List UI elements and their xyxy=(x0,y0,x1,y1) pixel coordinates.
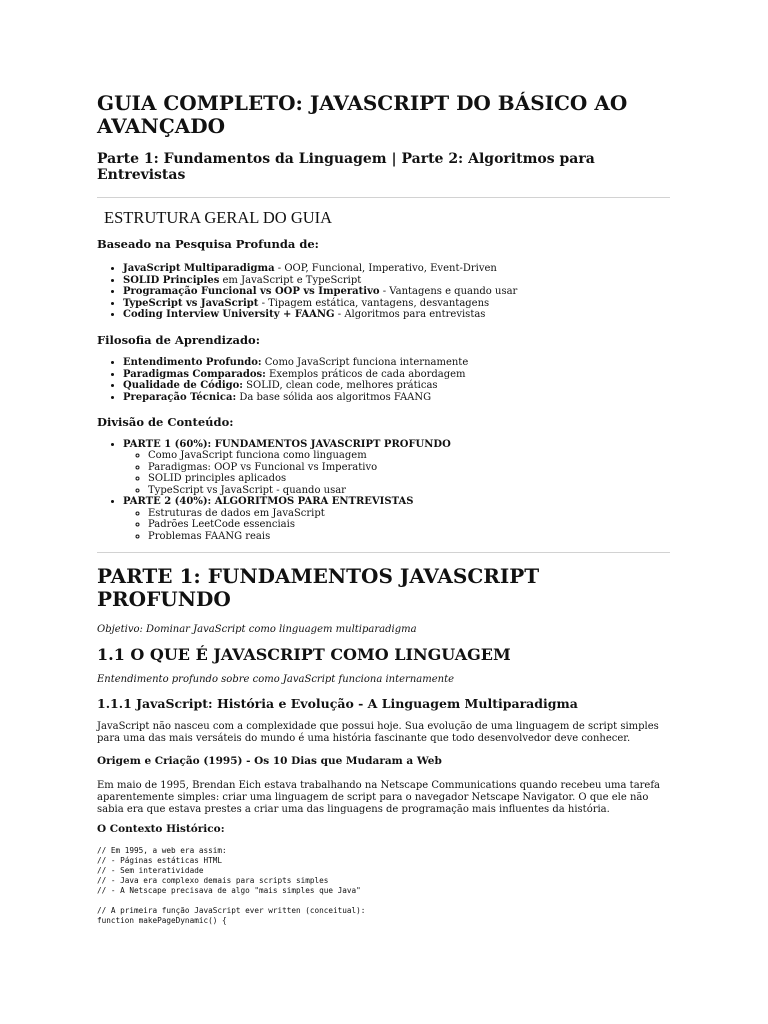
code-line: // - Java era complexo demais para scripts simples xyxy=(97,875,329,885)
sub-list-item: ◦ Padrões LeetCode essenciais xyxy=(148,519,670,531)
item-term: Programação Funcional vs OOP vs Imperativo xyxy=(123,286,380,298)
item-description: - Vantagens e quando usar xyxy=(382,286,518,298)
code-block xyxy=(97,846,670,926)
sub-list xyxy=(123,450,670,496)
section-1-1-intro: Entendimento profundo sobre como JavaScript funciona internamente xyxy=(97,673,455,685)
origin-heading: Origem e Criação (1995) - Os 10 Dias que Mudaram a Web xyxy=(97,755,442,768)
divider xyxy=(97,197,670,198)
item-term: Qualidade de Código: xyxy=(123,380,243,392)
item-description: Da base sólida aos algoritmos FAANG xyxy=(239,391,432,403)
item-term: Entendimento Profundo: xyxy=(123,356,262,368)
sub-list-item: ◦ TypeScript vs JavaScript - quando usar xyxy=(148,485,670,497)
code-line xyxy=(97,896,670,906)
sub-list-item: ◦ Paradigmas: OOP vs Funcional vs Imperativo xyxy=(148,462,670,474)
item-description: - Algoritmos para entrevistas xyxy=(337,309,486,321)
section-heading-structure: ESTRUTURA GERAL DO GUIA xyxy=(104,207,333,227)
item-term: Preparação Técnica: xyxy=(123,391,237,403)
item-term: TypeScript vs JavaScript xyxy=(123,297,259,309)
list-item xyxy=(123,369,670,381)
division-list xyxy=(97,439,670,543)
divider xyxy=(97,552,670,553)
division-heading: Divisão de Conteúdo: xyxy=(97,414,234,429)
page-subtitle: Parte 1: Fundamentos da Linguagem | Parte 2: Algoritmos para Entrevistas xyxy=(97,151,595,183)
paragraph: Em maio de 1995, Brendan Eich estava trabalhando na Netscape Communications quando recebeu uma tarefa aparentemente simples: criar uma linguagem de script para o navegador Netscape Navigator. O que ele não sabia era que estava prestes a criar uma das linguagens de programação mais influentes da história. xyxy=(97,779,661,815)
list-item xyxy=(123,496,670,542)
item-description: SOLID, clean code, melhores práticas xyxy=(246,380,438,392)
philosophy-list xyxy=(97,357,670,403)
list-item xyxy=(123,309,670,321)
part-1-objective: Objetivo: Dominar JavaScript como linguagem multiparadigma xyxy=(97,623,417,635)
list-item xyxy=(123,439,670,497)
research-list xyxy=(97,263,670,321)
section-1-1-heading: 1.1 O QUE É JAVASCRIPT COMO LINGUAGEM xyxy=(97,645,511,665)
item-term: JavaScript Multiparadigma xyxy=(123,263,275,274)
code-line: function makePageDynamic() { xyxy=(97,915,227,925)
list-item xyxy=(123,298,670,310)
philosophy-heading: Filosofia de Aprendizado: xyxy=(97,332,260,347)
sub-list xyxy=(123,508,670,543)
item-description: em JavaScript e TypeScript xyxy=(222,274,362,286)
part-label: PARTE 1 (60%): FUNDAMENTOS JAVASCRIPT PROFUNDO xyxy=(123,438,451,450)
code-line: // A primeira função JavaScript ever written (conceitual): xyxy=(97,905,366,915)
item-term: Paradigmas Comparados: xyxy=(123,368,266,380)
sub-list-item: ◦ Como JavaScript funciona como linguagem xyxy=(148,450,670,462)
document-page xyxy=(97,92,670,926)
section-1-1-1-heading: 1.1.1 JavaScript: História e Evolução - A Linguagem Multiparadigma xyxy=(97,696,578,712)
sub-list-item: ◦ SOLID principles aplicados xyxy=(148,473,670,485)
research-heading: Baseado na Pesquisa Profunda de: xyxy=(97,237,319,251)
item-description: - Tipagem estática, vantagens, desvantagens xyxy=(261,297,490,309)
list-item xyxy=(123,357,670,369)
code-line: // - A Netscape precisava de algo "mais simples que Java" xyxy=(97,885,361,895)
item-description: Como JavaScript funciona internamente xyxy=(264,356,469,368)
paragraph: JavaScript não nasceu com a complexidade que possui hoje. Sua evolução de uma linguagem de script simples para uma das mais versáteis do mundo é uma história fascinante que todo desenvolvedor deve conhecer. xyxy=(97,720,659,744)
sub-list-item: ◦ Problemas FAANG reais xyxy=(148,531,670,543)
part-1-title: PARTE 1: FUNDAMENTOS JAVASCRIPT PROFUNDO xyxy=(97,564,540,612)
list-item xyxy=(123,275,670,287)
list-item xyxy=(123,380,670,392)
list-item xyxy=(123,263,670,275)
item-term: Coding Interview University + FAANG xyxy=(123,309,335,321)
sub-list-item: ◦ Estruturas de dados em JavaScript xyxy=(148,508,670,520)
list-item xyxy=(123,286,670,298)
code-line: // - Páginas estáticas HTML xyxy=(97,855,222,865)
item-term: SOLID Principles xyxy=(123,274,220,286)
code-line: // Em 1995, a web era assim: xyxy=(97,845,227,855)
context-heading: O Contexto Histórico: xyxy=(97,823,225,836)
code-line: // - Sem interatividade xyxy=(97,865,204,875)
page-title: GUIA COMPLETO: JAVASCRIPT DO BÁSICO AO AVANÇADO xyxy=(97,91,628,138)
list-item xyxy=(123,392,670,404)
part-label: PARTE 2 (40%): ALGORITMOS PARA ENTREVISTAS xyxy=(123,496,414,508)
item-description: - OOP, Funcional, Imperativo, Event-Driven xyxy=(277,263,497,274)
item-description: Exemplos práticos de cada abordagem xyxy=(269,368,466,380)
